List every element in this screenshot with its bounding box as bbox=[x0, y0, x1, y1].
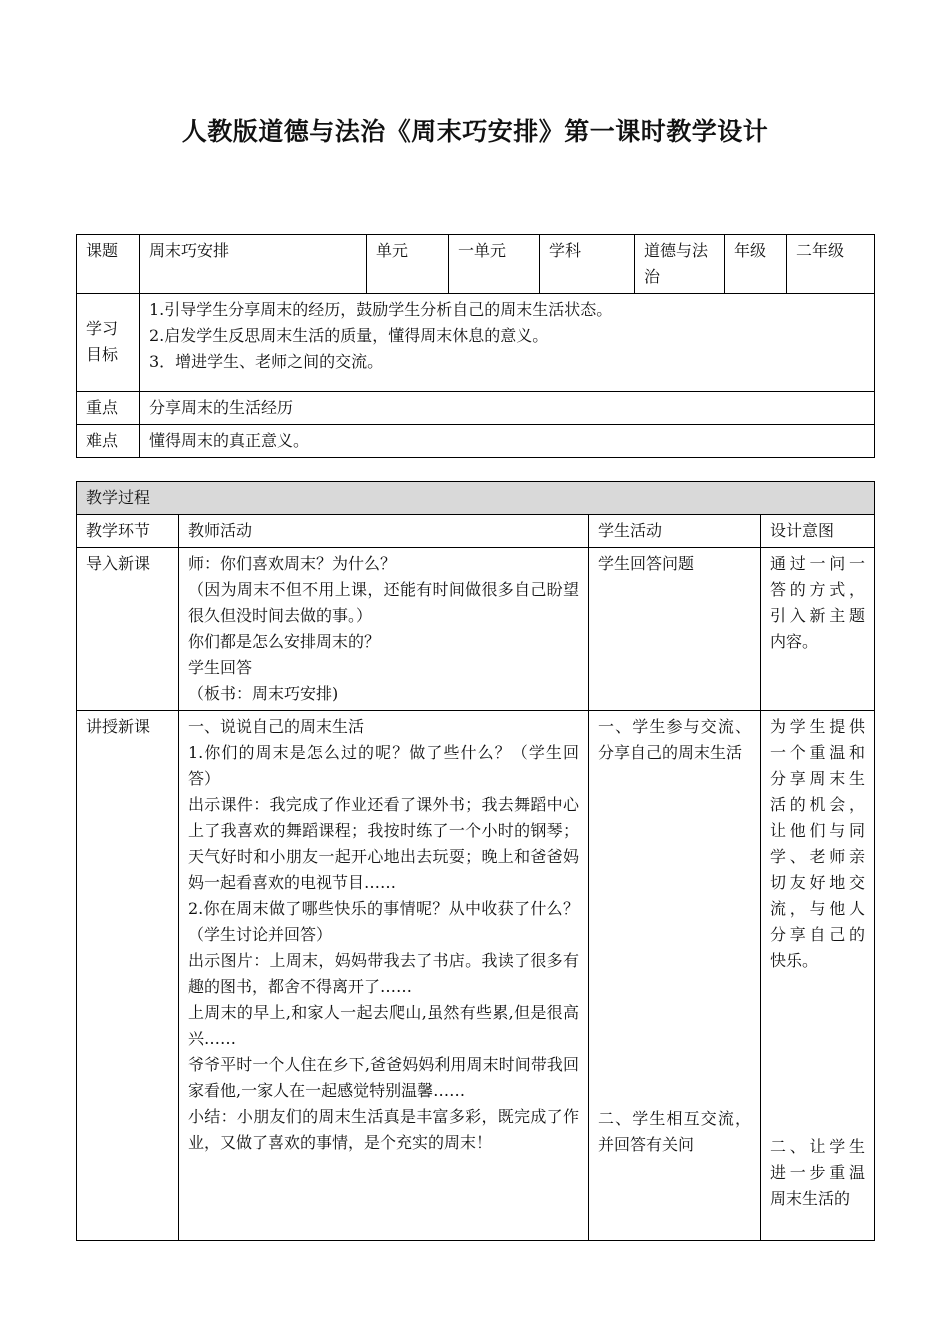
teacher-line: 上周末的早上,和家人一起去爬山,虽然有些累,但是很高兴…… bbox=[188, 1003, 579, 1048]
teacher-line: 爷爷平时一个人住在乡下,爸爸妈妈利用周末时间带我回家看他,一家人在一起感觉特别温馨…… bbox=[188, 1055, 579, 1100]
teacher-line: （板书：周末巧安排) bbox=[188, 684, 339, 703]
unit-label: 单元 bbox=[367, 235, 449, 294]
column-header: 教学环节 bbox=[77, 515, 179, 548]
goal-item: 2.启发学生反思周末生活的质量，懂得周末休息的意义。 bbox=[149, 326, 549, 345]
student-line: 学生回答问题 bbox=[598, 554, 695, 573]
key-label: 重点 bbox=[77, 392, 140, 425]
stage-cell: 讲授新课 bbox=[77, 711, 179, 1241]
subject-label: 学科 bbox=[540, 235, 635, 294]
key-value: 分享周末的生活经历 bbox=[140, 392, 875, 425]
subject-value: 道德与法治 bbox=[635, 235, 725, 294]
student-line: 一、学生参与交流、分享自己的周末生活 bbox=[598, 717, 751, 762]
teacher-line: 学生回答 bbox=[188, 658, 253, 677]
teacher-line: 你们都是怎么安排周末的？ bbox=[188, 632, 381, 651]
page-title: 人教版道德与法治《周末巧安排》第一课时教学设计 bbox=[181, 117, 769, 146]
teacher-line: 师：你们喜欢周末？为什么？ bbox=[188, 554, 397, 573]
teacher-line: 一、说说自己的周末生活 bbox=[188, 717, 365, 736]
design-intent-cell bbox=[761, 711, 875, 1241]
teacher-activity-cell bbox=[179, 711, 589, 1241]
stage-cell: 导入新课 bbox=[77, 548, 179, 711]
intent-line: 通过一问一答的方式，引入新主题内容。 bbox=[770, 554, 866, 651]
grade-label: 年级 bbox=[725, 235, 787, 294]
teacher-line: 2.你在周末做了哪些快乐的事情呢？从中收获了什么？（学生讨论并回答） bbox=[188, 899, 579, 944]
column-header: 设计意图 bbox=[761, 515, 875, 548]
info-table bbox=[76, 234, 875, 458]
intent-line: 为学生提供一个重温和分享周末生活的机会，让他们与同学、老师亲切友好地交流，与他人分享自己的快乐。 bbox=[770, 717, 866, 970]
teacher-line: 小结：小朋友们的周末生活真是丰富多彩，既完成了作业，又做了喜欢的事情，是个充实的周末！ bbox=[188, 1107, 579, 1152]
goals-label: 学习目标 bbox=[77, 294, 140, 392]
cell-spacer bbox=[770, 974, 865, 1134]
unit-value: 一单元 bbox=[449, 235, 540, 294]
topic-value: 周末巧安排 bbox=[140, 235, 367, 294]
teacher-line: （因为周末不但不用上课，还能有时间做很多自己盼望很久但没时间去做的事。） bbox=[188, 580, 579, 625]
intent-line: 二、让学生进一步重温周末生活的 bbox=[770, 1137, 866, 1208]
student-line: 二、学生相互交流，并回答有关问 bbox=[598, 1109, 751, 1154]
student-activity-cell bbox=[589, 711, 761, 1241]
column-header: 教师活动 bbox=[179, 515, 589, 548]
cell-spacer bbox=[598, 766, 751, 1106]
topic-label: 课题 bbox=[77, 235, 140, 294]
difficulty-value: 懂得周末的真正意义。 bbox=[140, 425, 875, 458]
student-activity-cell bbox=[589, 548, 761, 711]
teacher-line: 出示图片：上周末，妈妈带我去了书店。我读了很多有趣的图书，都舍不得离开了…… bbox=[188, 951, 579, 996]
teacher-line: 1.你们的周末是怎么过的呢？做了些什么？（学生回答） bbox=[188, 743, 579, 788]
process-table bbox=[76, 481, 875, 1241]
goal-item: 3．增进学生、老师之间的交流。 bbox=[149, 352, 384, 371]
goal-item: 1.引导学生分享周末的经历，鼓励学生分析自己的周末生活状态。 bbox=[149, 300, 613, 319]
grade-value: 二年级 bbox=[787, 235, 875, 294]
goals-cell bbox=[140, 294, 875, 392]
teacher-activity-cell bbox=[179, 548, 589, 711]
difficulty-label: 难点 bbox=[77, 425, 140, 458]
design-intent-cell bbox=[761, 548, 875, 711]
column-header: 学生活动 bbox=[589, 515, 761, 548]
teacher-line: 出示课件：我完成了作业还看了课外书；我去舞蹈中心上了我喜欢的舞蹈课程；我按时练了一个小时的钢琴；天气好时和小朋友一起开心地出去玩耍；晚上和爸爸妈妈一起看喜欢的电视节目…… bbox=[188, 795, 579, 892]
process-header: 教学过程 bbox=[77, 482, 875, 515]
